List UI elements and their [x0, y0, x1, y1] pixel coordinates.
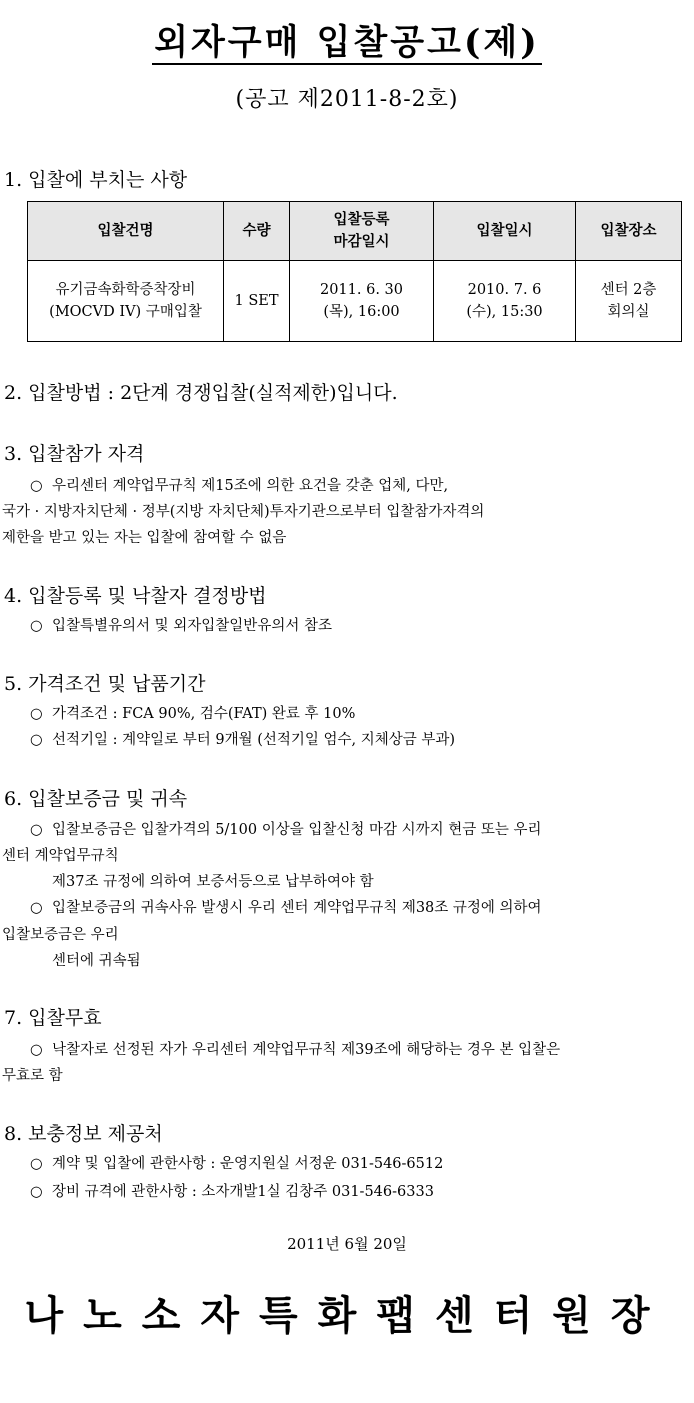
- bullet-icon: ○: [30, 706, 43, 722]
- item-name-line2: (MOCVD IV) 구매입찰: [49, 304, 202, 320]
- section2-heading: 2. 입찰방법 : 2단계 경쟁입찰(실적제한)입니다.: [4, 382, 398, 404]
- section3-line: 국가 · 지방자치단체 · 정부(지방 자치단체)투자기관으로부터 입찰참가자격의: [2, 504, 485, 520]
- issue-date: 2011년 6월 20일: [287, 1235, 407, 1253]
- bid-table-header-row: [28, 202, 682, 261]
- deadline-line2: (목), 16:00: [323, 304, 400, 320]
- cell-quantity: 1 SET: [224, 261, 290, 342]
- header-bid-datetime: 입찰일시: [434, 202, 576, 261]
- cell-item-name: [28, 261, 224, 342]
- section3-heading: 3. 입찰참가 자격: [4, 443, 145, 465]
- notice-number: (공고 제2011-8-2호): [235, 87, 459, 112]
- section6-line: 센터 계약업무규칙: [2, 848, 119, 864]
- issuer-signature: 나노소자특화팹센터원장: [24, 1292, 670, 1339]
- header-registration-line2: 마감일시: [333, 233, 390, 250]
- place-line2: 회의실: [607, 304, 650, 320]
- section8-heading: 8. 보충정보 제공처: [4, 1123, 163, 1145]
- bullet-icon: ○: [30, 822, 43, 838]
- section4-heading: 4. 입찰등록 및 낙찰자 결정방법: [4, 585, 267, 607]
- section3-line: ○ 우리센터 계약업무규칙 제15조에 의한 요건을 갖춘 업체, 다만,: [30, 478, 449, 494]
- section5-line: ○ 가격조건 : FCA 90%, 검수(FAT) 완료 후 10%: [30, 706, 356, 722]
- section4-line: ○ 입찰특별유의서 및 외자입찰일반유의서 참조: [30, 618, 332, 634]
- header-registration-deadline: [290, 202, 434, 261]
- section1-heading: 1. 입찰에 부치는 사항: [4, 169, 188, 191]
- section6-heading: 6. 입찰보증금 및 귀속: [4, 788, 188, 810]
- header-quantity: 수량: [224, 202, 290, 261]
- section6-line: 센터에 귀속됨: [52, 953, 141, 969]
- bid-table-row: [28, 261, 682, 342]
- bid-table: [27, 201, 682, 342]
- section8-line: ○ 장비 규격에 관한사항 : 소자개발1실 김창주 031-546-6333: [30, 1184, 434, 1200]
- section7-line: 무효로 함: [2, 1068, 63, 1084]
- section5-heading: 5. 가격조건 및 납품기간: [4, 673, 206, 695]
- title-container: [0, 24, 694, 65]
- header-registration-line1: 입찰등록: [333, 211, 390, 228]
- bullet-icon: ○: [30, 900, 43, 916]
- bullet-icon: ○: [30, 478, 43, 494]
- deadline-line1: 2011. 6. 30: [319, 282, 403, 298]
- header-bid-place: 입찰장소: [576, 202, 682, 261]
- section6-line: ○ 입찰보증금은 입찰가격의 5/100 이상을 입찰신청 마감 시까지 현금 또는 우리: [30, 822, 542, 838]
- section6-line: 입찰보증금은 우리: [2, 927, 119, 943]
- section5-line: ○ 선적기일 : 계약일로 부터 9개월 (선적기일 엄수, 지체상금 부과): [30, 732, 456, 748]
- document-title: 외자구매 입찰공고(제): [154, 22, 540, 63]
- bullet-icon: ○: [30, 1184, 43, 1200]
- section7-heading: 7. 입찰무효: [4, 1007, 102, 1029]
- header-item-name: 입찰건명: [28, 202, 224, 261]
- bullet-icon: ○: [30, 618, 43, 634]
- cell-bid-datetime: [434, 261, 576, 342]
- section6-line: ○ 입찰보증금의 귀속사유 발생시 우리 센터 계약업무규칙 제38조 규정에 의하여: [30, 900, 542, 916]
- bid-date-line1: 2010. 7. 6: [467, 282, 542, 298]
- section8-line: ○ 계약 및 입찰에 관한사항 : 운영지원실 서정운 031-546-6512: [30, 1156, 444, 1172]
- section3-line: 제한을 받고 있는 자는 입찰에 참여할 수 없음: [2, 530, 287, 546]
- section6-line: 제37조 규정에 의하여 보증서등으로 납부하여야 함: [52, 874, 374, 890]
- item-name-line1: 유기금속화학증착장비: [55, 282, 196, 298]
- cell-bid-place: [576, 261, 682, 342]
- place-line1: 센터 2층: [600, 282, 657, 298]
- cell-registration-deadline: [290, 261, 434, 342]
- bid-date-line2: (수), 15:30: [466, 304, 543, 320]
- bullet-icon: ○: [30, 732, 43, 748]
- section7-line: ○ 낙찰자로 선정된 자가 우리센터 계약업무규칙 제39조에 해당하는 경우 본 입찰은: [30, 1042, 561, 1058]
- bullet-icon: ○: [30, 1042, 43, 1058]
- bullet-icon: ○: [30, 1156, 43, 1172]
